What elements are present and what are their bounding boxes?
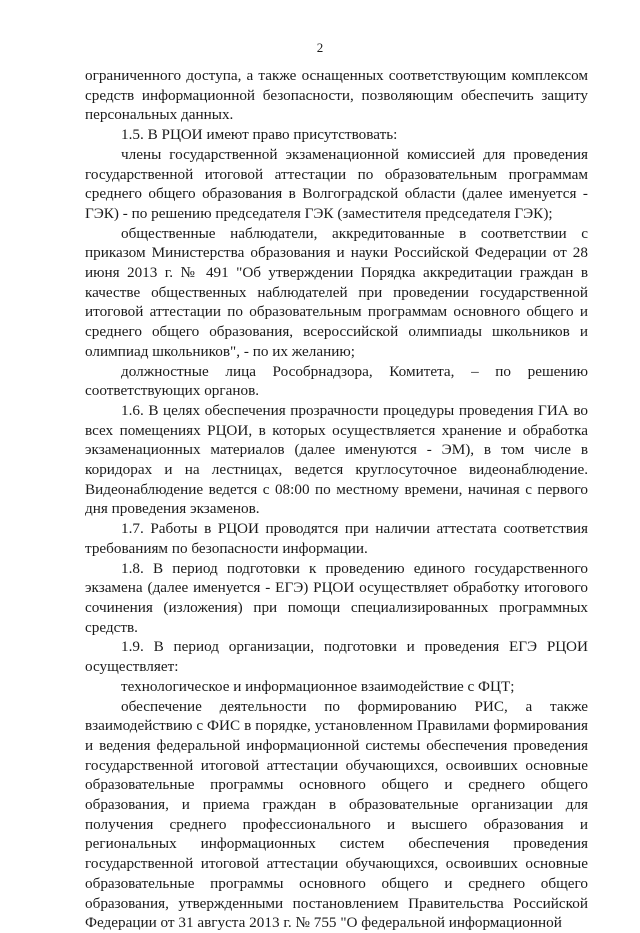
paragraph-officials: должностные лица Рособрнадзора, Комитета, – по решению соответствующих органов.: [85, 362, 588, 400]
document-body: [85, 66, 588, 933]
paragraph-1-6: 1.6. В целях обеспечения прозрачности процедуры проведения ГИА во всех помещениях РЦОИ, в которых осуществляется хранение и обработка экзаменационных материалов (далее именуются - ЭМ), в том числе в коридорах и на лестницах, ведется круглосуточное видеонаблюдение. Видеонаблюдение ведется с 08:00 по местному времени, начиная с первого дня проведения экзаменов.: [85, 401, 588, 518]
paragraph-fct-interaction: технологическое и информационное взаимодействие с ФЦТ;: [121, 677, 515, 695]
page-number: 2: [316, 40, 324, 55]
paragraph-continuation: ограниченного доступа, а также оснащенных соответствующим комплексом средств информационной безопасности, позволяющим обеспечить защиту персональных данных.: [85, 67, 588, 124]
paragraph-1-7: 1.7. Работы в РЦОИ проводятся при наличии аттестата соответствия требованиям по безопасности информации.: [85, 520, 588, 557]
paragraph-ris-formation: обеспечение деятельности по формированию РИС, а также взаимодействию с ФИС в порядке, установленном Правилами формирования и ведения федеральной информационной системы обеспечения проведения государственной итоговой аттестации обучающихся, освоивших основные образовательные программы основного общего и среднего общего образования, и приема граждан в образовательные организации для получения среднего профессионального и высшего образования и региональных информационных систем обеспечения проведения государственной итоговой аттестации обучающихся, освоивших основные образовательные программы основного общего и среднего общего образования, утвержденными постановлением Правительства Российской Федерации от 31 августа 2013 г. № 755 "О федеральной информационной: [85, 697, 588, 932]
paragraph-1-5: 1.5. В РЦОИ имеют право присутствовать:: [121, 126, 398, 144]
paragraph-1-9: 1.9. В период организации, подготовки и проведения ЕГЭ РЦОИ осуществляет:: [85, 638, 588, 676]
paragraph-gek-members: члены государственной экзаменационной комиссией для проведения государственной итоговой аттестации по образовательным программам среднего общего образования в Волгоградской области (далее именуется - ГЭК) - по решению председателя ГЭК (заместителя председателя ГЭК);: [85, 145, 588, 222]
paragraph-public-observers: общественные наблюдатели, аккредитованные в соответствии с приказом Министерства образования и науки Российской Федерации от 28 июня 2013 г. № 491 "Об утверждении Порядка аккредитации граждан в качестве общественных наблюдателей при проведении государственной итоговой аттестации по образовательным программам основного общего и среднего общего образования, всероссийской олимпиады школьников и олимпиад школьников", - по их желанию;: [85, 224, 588, 360]
paragraph-1-8: 1.8. В период подготовки к проведению единого государственного экзамена (далее именуется - ЕГЭ) РЦОИ осуществляет обработку итогового сочинения (изложения) при помощи специализированных программных средств.: [85, 559, 588, 636]
